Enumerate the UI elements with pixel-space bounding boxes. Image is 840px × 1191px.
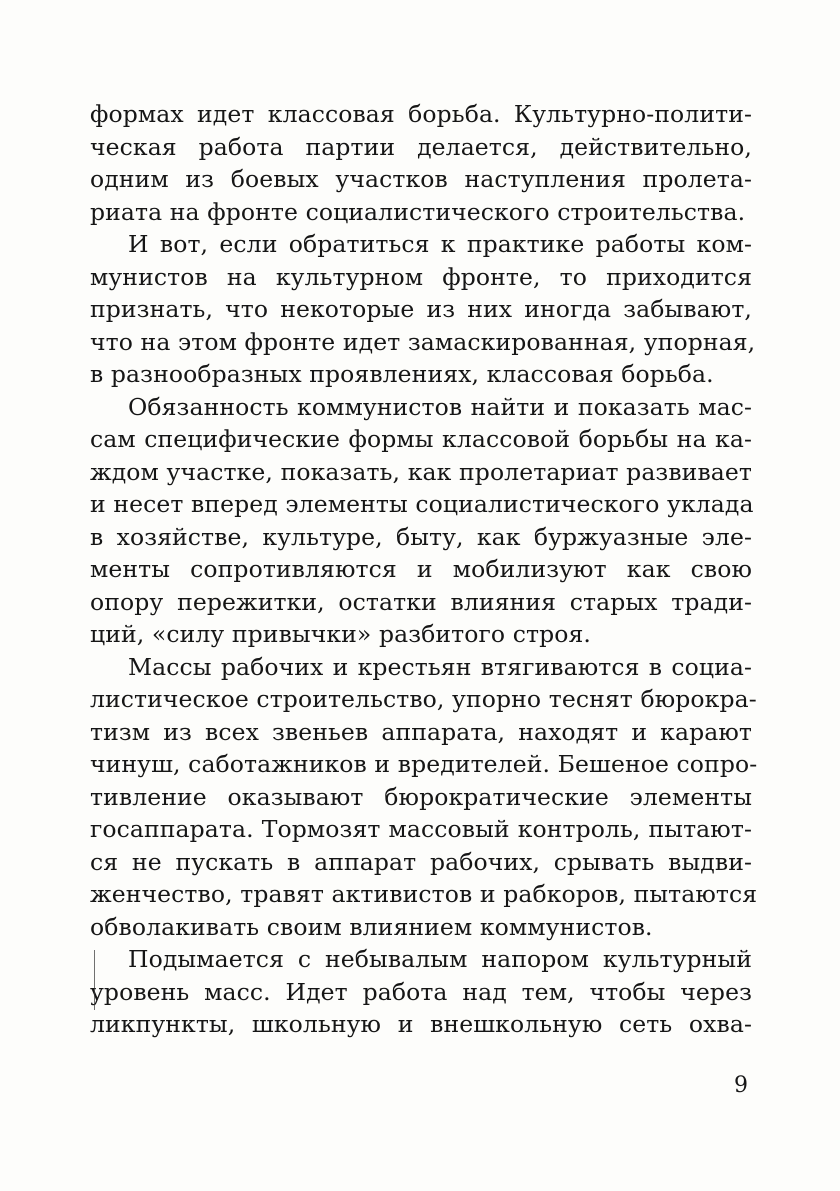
text-line: Массы рабочих и крестьян втягиваются в социа-: [128, 652, 752, 681]
body-text: [90, 98, 758, 1041]
text-line: ческая работа партии делается, действительно,: [90, 132, 752, 161]
paragraph-2: [90, 228, 756, 391]
text-line: женчество, травят активистов и рабкоров, пытаются: [90, 880, 758, 908]
paragraph-4: [90, 651, 758, 944]
text-line: в хозяйстве, культуре, быту, как буржуазные эле-: [90, 522, 752, 551]
text-line: госаппарата. Тормозят массовый контроль, пытают-: [90, 815, 752, 843]
text-line: опору пережитки, остатки влияния старых тради-: [90, 587, 752, 616]
paragraph-3: [90, 391, 752, 651]
text-line: менты сопротивляются и мобилизуют как свою: [90, 555, 752, 583]
text-line: Обязанность коммунистов найти и показать мас-: [128, 392, 752, 421]
text-line: ций, «силу привычки» разбитого строя.: [90, 620, 591, 648]
text-line: сам специфические формы классовой борьбы на ка-: [90, 425, 752, 453]
page-number: 9: [734, 1073, 748, 1098]
text-line: в разнообразных проявлениях, классовая борьба.: [90, 360, 714, 388]
text-line: признать, что некоторые из них иногда забывают,: [90, 295, 752, 323]
text-line: листическое строительство, упорно теснят бюрокра-: [90, 685, 757, 713]
text-line: уровень масс. Идет работа над тем, чтобы через: [90, 977, 752, 1006]
text-line: тизм из всех звеньев аппарата, находят и карают: [90, 717, 752, 746]
paragraph-5: [90, 943, 752, 1041]
text-line: одним из боевых участков наступления пролета-: [90, 165, 752, 193]
text-line: ся не пускать в аппарат рабочих, срывать выдви-: [90, 847, 752, 876]
margin-mark: [94, 950, 98, 1010]
text-line: И вот, если обратиться к практике работы ком-: [128, 230, 752, 258]
text-line: риата на фронте социалистического строительства.: [90, 197, 746, 226]
text-line: ждом участке, показать, как пролетариат развивает: [90, 457, 752, 486]
paragraph-1: [90, 98, 752, 228]
text-line: Подымается с небывалым напором культурный: [128, 945, 752, 973]
text-line: что на этом фронте идет замаскированная, упорная,: [90, 327, 756, 356]
text-line: обволакивать своим влиянием коммунистов.: [90, 912, 653, 941]
text-line: и несет вперед элементы социалистического уклада: [90, 490, 754, 518]
text-line: мунистов на культурном фронте, то приходится: [90, 262, 752, 291]
text-line: ликпункты, школьную и внешкольную сеть охва-: [90, 1010, 752, 1038]
text-line: формах идет классовая борьба. Культурно-полити-: [90, 100, 752, 128]
text-line: чинуш, саботажников и вредителей. Бешеное сопро-: [90, 750, 758, 778]
text-line: тивление оказывают бюрократические элементы: [90, 782, 752, 811]
